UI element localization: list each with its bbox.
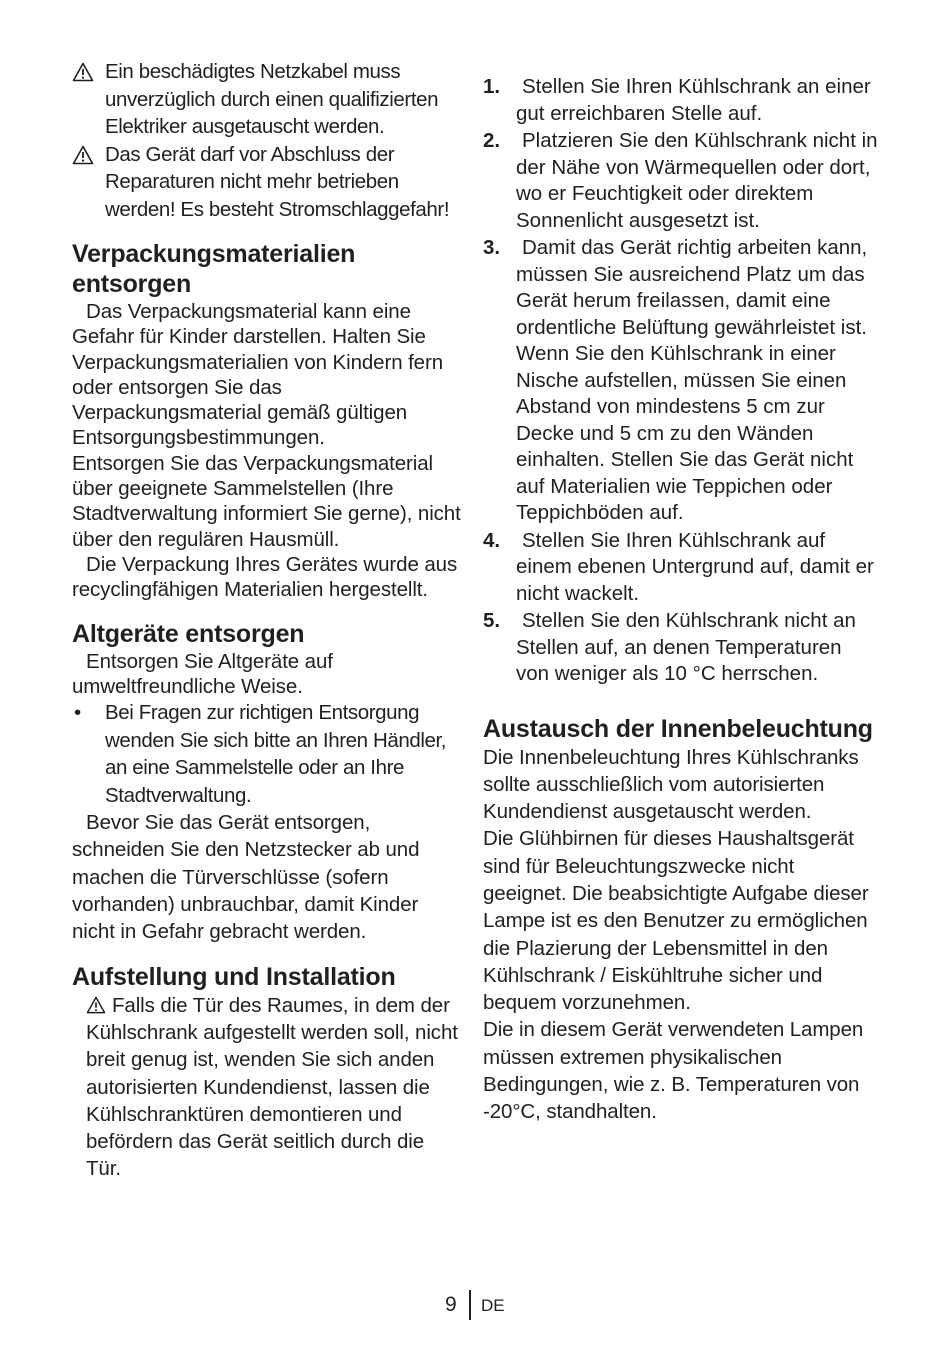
paragraph: Bevor Sie das Gerät entsorgen, schneiden Sie den Netzstecker ab und machen die Türverschlüsse (sofern vorhanden) unbrauchbar, damit Kinder nicht in Gefahr gebracht werden. (72, 811, 420, 944)
list-item (483, 608, 878, 688)
list-item (483, 235, 878, 527)
warning-triangle-icon (72, 145, 94, 165)
paragraph: Die Glühbirnen für dieses Haushaltsgerät sind für Beleuchtungszwecke nicht geeignet. Die beabsichtigte Aufgabe dieser Lampe ist es den Benutzer zu ermöglichen die Plazierung der Lebensmittel in den Kühlschrank / Eiskühltruhe sicher und bequem vorzunehmen. (483, 827, 869, 1015)
step-text: Stellen Sie den Kühlschrank nicht an Stellen auf, an denen Temperaturen von weniger als 10 °C herrschen. (516, 609, 856, 685)
paragraph: Die Innenbeleuchtung Ihres Kühlschranks sollte ausschließlich vom autorisierten Kundendienst ausgetauscht werden. (483, 745, 859, 824)
step-text: Damit das Gerät richtig arbeiten kann, müssen Sie ausreichend Platz um das Gerät herum freilassen, damit eine ordentliche Belüftung gewährleistet ist. Wenn Sie den Kühlschrank in einer Nische aufstellen, müssen Sie einen Abstand von mindestens 5 cm zur Decke und 5 cm zu den Wänden einhalten. Stellen Sie das Gerät nicht auf Materialien wie Teppichen oder Teppichböden auf. (516, 236, 868, 524)
warning-triangle-icon (72, 62, 94, 82)
installation-steps-list (483, 74, 878, 688)
warning-text: Ein beschädigtes Netzkabel muss unverzüglich durch einen qualifizierten Elektriker ausgetauscht werden. (105, 60, 439, 138)
section-heading-lighting: Austausch der Innenbeleuchtung (483, 714, 873, 743)
paragraph: Die in diesem Gerät verwendeten Lampen müssen extremen physikalischen Bedingungen, wie z. B. Temperaturen von -20°C, standhalten. (483, 1018, 864, 1124)
left-column (72, 58, 462, 1183)
paragraph: Entsorgen Sie das Verpackungsmaterial über geeignete Sammelstellen (Ihre Stadtverwaltung informiert Sie gerne), nicht über den regulären Hausmüll. (72, 451, 461, 551)
section-heading-old-devices: Altgeräte entsorgen (72, 619, 305, 648)
page-number: 9 (445, 1293, 457, 1316)
warning-item (72, 58, 462, 141)
list-item (483, 128, 878, 234)
warning-triangle-icon (86, 996, 106, 1014)
step-number: 4. (483, 528, 501, 552)
bullet-item (72, 699, 462, 809)
page-footer (0, 1292, 950, 1318)
step-number: 5. (483, 609, 501, 632)
bullet-icon: • (74, 701, 81, 725)
step-text: Stellen Sie Ihren Kühlschrank auf einem ebenen Untergrund auf, damit er nicht wackelt. (516, 528, 874, 605)
paragraph: Die Verpackung Ihres Gerätes wurde aus recyclingfähigen Materialien hergestellt. (72, 552, 458, 602)
section-heading-packaging: Verpackungsmaterialien entsorgen (72, 240, 356, 298)
section-heading-installation: Aufstellung und Installation (72, 962, 396, 991)
step-number: 3. (483, 236, 501, 259)
warning-text: Das Gerät darf vor Abschluss der Reparaturen nicht mehr betrieben werden! Es besteht Stromschlaggefahr! (105, 142, 450, 221)
list-item (483, 528, 878, 608)
step-text: Stellen Sie Ihren Kühlschrank an einer gut erreichbaren Stelle auf. (516, 75, 871, 125)
bullet-text: Bei Fragen zur richtigen Entsorgung wenden Sie sich bitte an Ihren Händler, an eine Sammelstelle oder an Ihre Stadtverwaltung. (105, 701, 447, 807)
paragraph (72, 992, 462, 1183)
right-column (483, 58, 878, 1126)
step-number: 1. (483, 75, 501, 98)
paragraph: Entsorgen Sie Altgeräte auf umweltfreundliche Weise. (72, 649, 333, 698)
footer-divider (469, 1290, 471, 1320)
step-number: 2. (483, 129, 501, 152)
list-item (483, 74, 878, 127)
step-text: Platzieren Sie den Kühlschrank nicht in der Nähe von Wärmequellen oder dort, wo er Feuchtigkeit oder direktem Sonnenlicht ausgesetzt ist. (516, 129, 878, 232)
warning-text: Falls die Tür des Raumes, in dem der Kühlschrank aufgestellt werden soll, nicht breit genug ist, wenden Sie sich anden autorisierten Kundendienst, lassen die Kühlschranktüren demontieren und befördern das Gerät seitlich durch die Tür. (86, 993, 458, 1181)
language-code: DE (481, 1296, 505, 1315)
warning-item (72, 141, 462, 224)
paragraph: Das Verpackungsmaterial kann eine Gefahr für Kinder darstellen. Halten Sie Verpackungsmaterialien von Kindern fern oder entsorgen Sie das Verpackungsmaterial gemäß gültigen Entsorgungsbestimmungen. (72, 300, 444, 450)
